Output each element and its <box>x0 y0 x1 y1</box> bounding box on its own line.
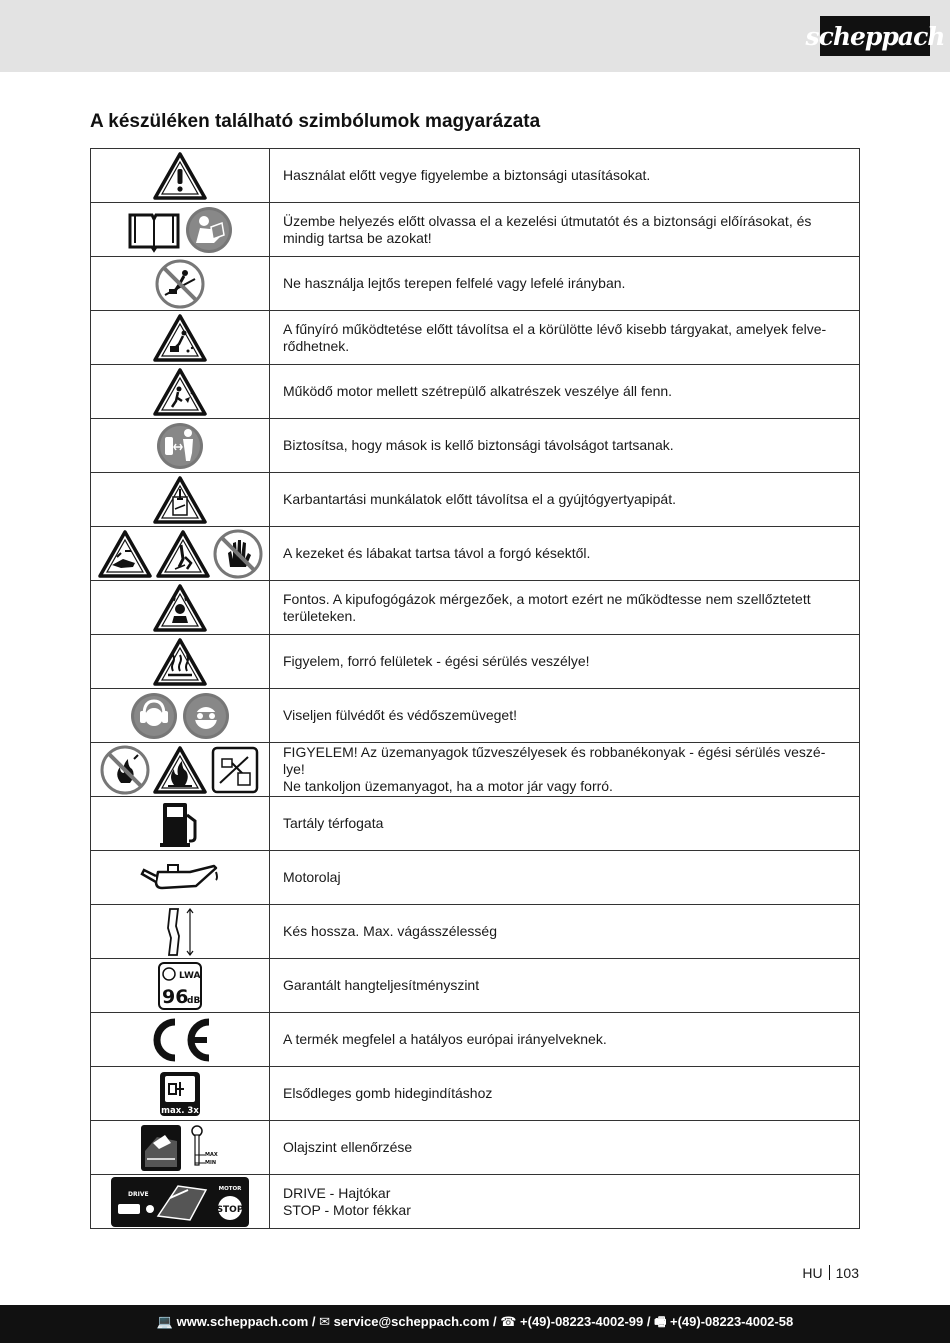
spark-plug-warning-icon <box>151 491 209 508</box>
open-book-icon <box>125 221 183 238</box>
symbol-icon-cell <box>91 473 270 527</box>
page-separator <box>829 1265 830 1280</box>
footer-contact-text: 💻 www.scheppach.com / ✉ service@scheppach.com / ☎ +(49)-08223-4002-99 / 🖷 +(49)-08223-4002-58 <box>156 1314 794 1329</box>
page-number-value: 103 <box>835 1265 859 1281</box>
header-bar <box>0 0 950 72</box>
symbol-row <box>91 743 860 797</box>
symbol-icon-cell <box>91 1175 270 1229</box>
ce-mark-icon <box>146 1031 214 1048</box>
symbol-description: Ne használja lejtős terepen felfelé vagy lefelé irányban. <box>270 257 860 311</box>
symbol-description: Fontos. A kipufogógázok mérgezőek, a motort ezért ne működtesse nem szellőztetett területeken. <box>270 581 860 635</box>
symbol-icon-cell <box>91 959 270 1013</box>
primer-button-icon <box>157 1085 203 1116</box>
symbol-row <box>91 1121 860 1175</box>
svg-text:LWA: LWA <box>179 970 201 981</box>
symbol-icon-cell <box>91 581 270 635</box>
svg-text:96: 96 <box>162 985 189 1008</box>
symbol-description: DRIVE - Hajtókar STOP - Motor fékkar <box>270 1175 860 1229</box>
foot-blade-warning-icon <box>154 545 212 562</box>
symbol-icon-cell <box>91 311 270 365</box>
symbol-row <box>91 689 860 743</box>
symbol-icon-cell <box>91 365 270 419</box>
symbol-row <box>91 1013 860 1067</box>
hand-blade-warning-icon <box>96 545 154 562</box>
symbol-description: Viseljen fülvédőt és védőszemüveget! <box>270 689 860 743</box>
language-code: HU <box>802 1265 823 1281</box>
symbol-row <box>91 149 860 203</box>
oil-check-icon <box>138 1139 184 1156</box>
symbol-row <box>91 959 860 1013</box>
symbol-description: Olajszint ellenőrzése <box>270 1121 860 1175</box>
symbol-icon-cell <box>91 743 270 797</box>
symbol-table <box>90 148 860 1229</box>
symbol-row <box>91 311 860 365</box>
symbol-row <box>91 365 860 419</box>
symbol-row <box>91 203 860 257</box>
symbol-icon-cell <box>91 203 270 257</box>
symbol-icon-cell <box>91 1013 270 1067</box>
no-fire-icon <box>99 761 151 778</box>
dipstick-icon <box>184 1139 222 1166</box>
read-manual-icon <box>183 221 235 238</box>
symbol-icon-cell <box>91 419 270 473</box>
oil-can-icon <box>139 869 221 886</box>
symbol-description: Üzembe helyezés előtt olvassa el a kezelési útmutatót és a biztonsági előírásokat, és mindig tartsa be azokat! <box>270 203 860 257</box>
symbol-row <box>91 527 860 581</box>
symbol-row <box>91 1067 860 1121</box>
symbol-row <box>91 257 860 311</box>
no-hand-icon <box>212 545 264 562</box>
footer-contact-bar <box>0 1305 950 1343</box>
symbol-row <box>91 851 860 905</box>
page-title: A készüléken található szimbólumok magyarázata <box>90 111 541 132</box>
blade-length-icon <box>159 923 201 940</box>
svg-text:DRIVE: DRIVE <box>128 1190 149 1198</box>
symbol-description: Figyelem, forró felületek - égési sérülés veszélye! <box>270 635 860 689</box>
symbol-description: A fűnyíró működtetése előtt távolítsa el a körülötte lévő kisebb tárgyakat, amelyek felve- rődhetnek. <box>270 311 860 365</box>
symbol-description: Garantált hangteljesítményszint <box>270 959 860 1013</box>
no-refuel-running-icon <box>209 761 261 778</box>
symbol-icon-cell <box>91 1121 270 1175</box>
svg-text:MIN: MIN <box>205 1159 217 1166</box>
symbol-icon-cell <box>91 527 270 581</box>
svg-text:MOTOR: MOTOR <box>218 1185 242 1192</box>
sound-power-label-icon <box>156 970 204 1008</box>
symbol-row <box>91 797 860 851</box>
eye-protection-icon <box>180 707 232 724</box>
safety-distance-icon <box>154 437 206 454</box>
ear-protection-icon <box>128 707 180 724</box>
warning-exclamation-icon <box>151 167 209 184</box>
remove-objects-warning-icon <box>151 329 209 346</box>
symbol-description: Működő motor mellett szétrepülő alkatrészek veszélye áll fenn. <box>270 365 860 419</box>
symbol-row <box>91 581 860 635</box>
symbol-icon-cell <box>91 257 270 311</box>
drive-stop-lever-icon <box>109 1185 251 1215</box>
scheppach-logo: scheppach <box>820 16 930 56</box>
fuel-pump-icon <box>156 815 204 832</box>
symbol-row <box>91 635 860 689</box>
symbol-description: Karbantartási munkálatok előtt távolítsa el a gyújtógyertyapipát. <box>270 473 860 527</box>
svg-text:dB: dB <box>187 995 201 1006</box>
symbol-row <box>91 473 860 527</box>
symbol-description: Elsődleges gomb hidegindításhoz <box>270 1067 860 1121</box>
symbol-description: Tartály térfogata <box>270 797 860 851</box>
symbol-description: A kezeket és lábakat tartsa távol a forgó késektől. <box>270 527 860 581</box>
symbol-description: Biztosítsa, hogy mások is kellő biztonsági távolságot tartsanak. <box>270 419 860 473</box>
symbol-description: Kés hossza. Max. vágásszélesség <box>270 905 860 959</box>
symbol-description: A termék megfelel a hatályos európai irányelveknek. <box>270 1013 860 1067</box>
flying-parts-warning-icon <box>151 383 209 400</box>
symbol-row <box>91 1175 860 1229</box>
symbol-icon-cell <box>91 689 270 743</box>
symbol-row <box>91 905 860 959</box>
no-slope-mowing-icon <box>154 275 206 292</box>
symbol-icon-cell <box>91 851 270 905</box>
symbol-description: Használat előtt vegye figyelembe a biztonsági utasításokat. <box>270 149 860 203</box>
symbol-row <box>91 419 860 473</box>
symbol-icon-cell <box>91 635 270 689</box>
symbol-icon-cell <box>91 1067 270 1121</box>
symbol-description: FIGYELEM! Az üzemanyagok tűzveszélyesek és robbanékonyak - égési sérülés veszé- lye! Ne tankoljon üzemanyagot, ha a motor jár vagy forró. <box>270 743 860 797</box>
symbol-icon-cell <box>91 797 270 851</box>
symbol-description: Motorolaj <box>270 851 860 905</box>
symbol-icon-cell <box>91 149 270 203</box>
svg-text:MAX: MAX <box>205 1151 218 1158</box>
toxic-fumes-warning-icon <box>151 599 209 616</box>
svg-text:STOP: STOP <box>216 1204 244 1215</box>
svg-text:max. 3x: max. 3x <box>161 1105 199 1116</box>
symbol-icon-cell <box>91 905 270 959</box>
page-number <box>802 1265 859 1281</box>
hot-surface-warning-icon <box>151 653 209 670</box>
flammable-warning-icon <box>151 761 209 778</box>
